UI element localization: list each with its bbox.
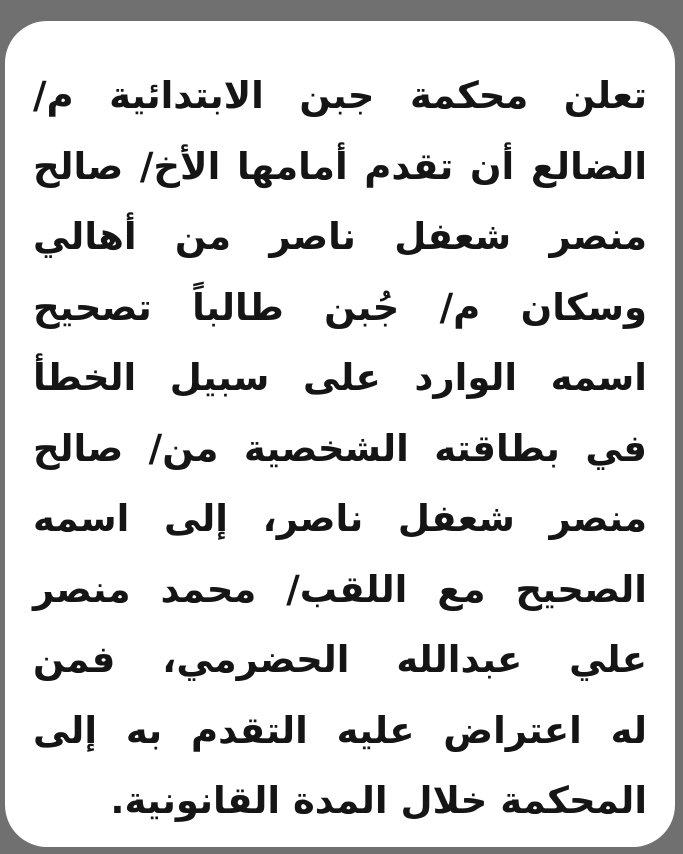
notice-line-10: له اعتراض عليه التقدم به إلى [33, 708, 647, 752]
notice-line-5: اسمه الوارد على سبيل الخطأ [33, 356, 647, 399]
notice-line-11: المحكمة خلال المدة القانونية. [110, 779, 647, 822]
notice-text [33, 61, 647, 837]
notice-line-8: الصحيح مع اللقب/ محمد منصر [33, 567, 647, 611]
notice-card [5, 21, 675, 847]
notice-line-1: تعلن محكمة جبن الابتدائية م/ [33, 74, 647, 117]
notice-line-6: في بطاقته الشخصية من/ صالح [33, 426, 647, 470]
notice-line-4: وسكان م/ جُبن طالباً تصحيح [33, 285, 647, 329]
notice-line-3: منصر شعفل ناصر من أهالي [33, 215, 647, 258]
notice-line-9: علي عبدالله الحضرمي، فمن [33, 638, 647, 681]
notice-line-2: الضالع أن تقدم أمامها الأخ/ صالح [33, 144, 647, 188]
notice-line-7: منصر شعفل ناصر، إلى اسمه [33, 497, 647, 540]
